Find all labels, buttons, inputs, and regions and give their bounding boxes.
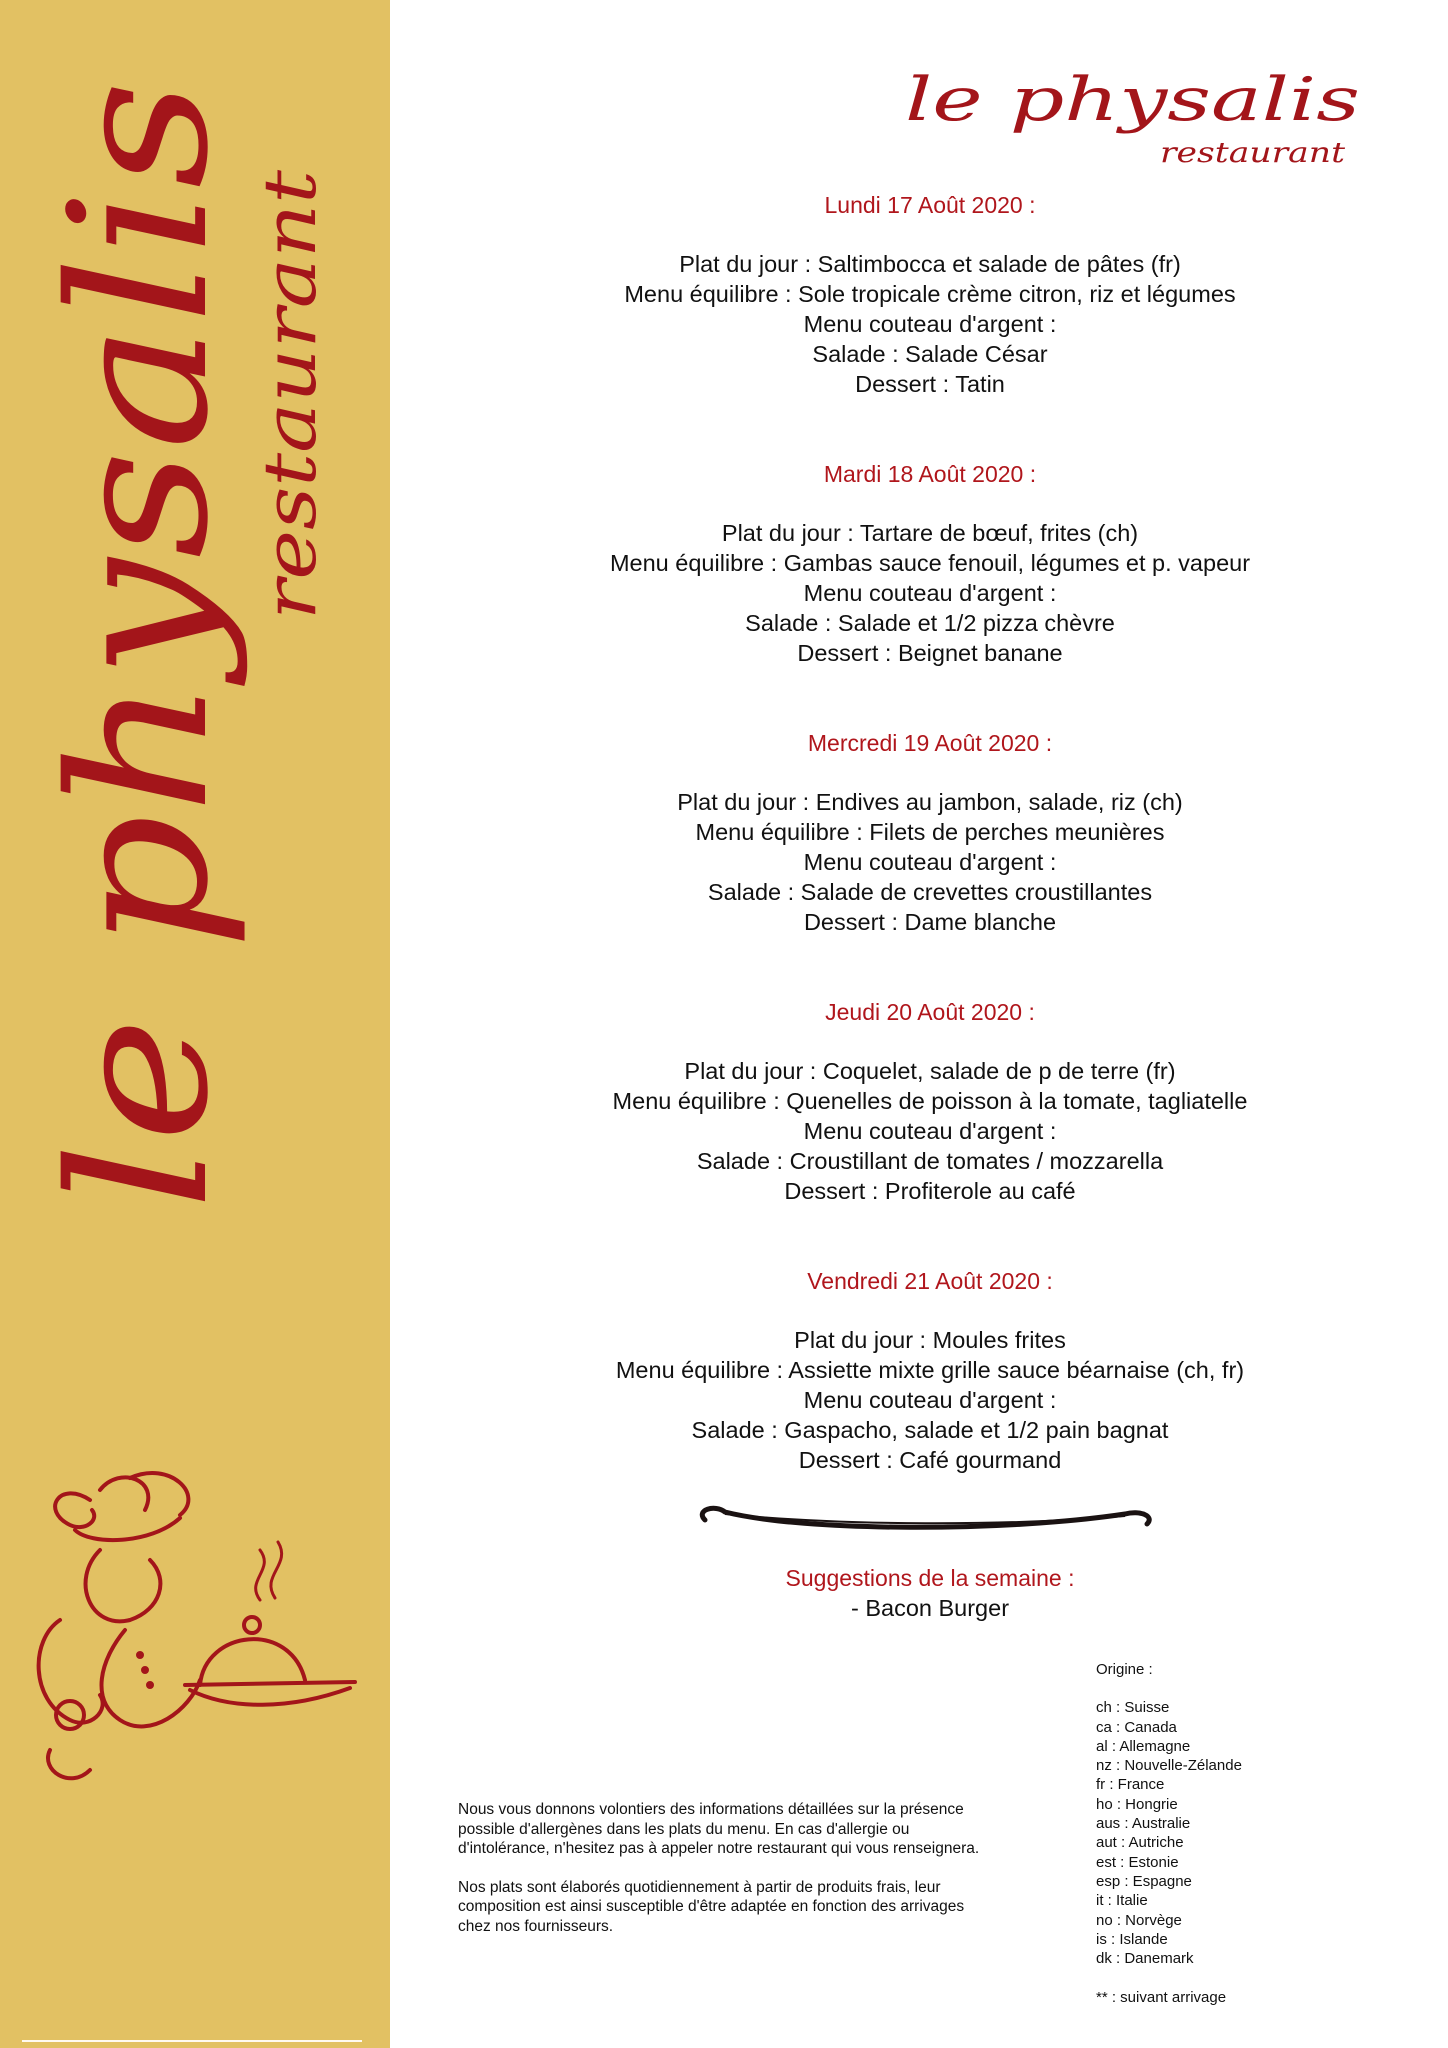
origin-title: Origine : <box>1096 1661 1153 1678</box>
dessert: Dessert : Café gourmand <box>798 1447 1062 1473</box>
origin-legend <box>1096 1660 1396 2008</box>
origin-item: is : Islande <box>1096 1930 1168 1948</box>
origin-item: est : Estonie <box>1096 1853 1179 1871</box>
suggestion-item: - Bacon Burger <box>850 1595 1010 1621</box>
menu-equilibre: Menu équilibre : Sole tropicale crème citron, riz et légumes <box>624 281 1236 307</box>
day-title: Lundi 17 Août 2020 : <box>824 192 1036 218</box>
vertical-logo <box>30 60 330 1240</box>
origin-item: it : Italie <box>1096 1892 1148 1910</box>
plat-du-jour: Plat du jour : Endives au jambon, salade, riz (ch) <box>677 789 1183 815</box>
day-title: Mercredi 19 Août 2020 : <box>807 730 1053 756</box>
fresh-products-note: Nos plats sont élaborés quotidiennement à partir de produits frais, leur composition est ainsi susceptible d'être adaptée en fonction des arrivages chez nos fournisseurs. <box>458 1878 965 1935</box>
origin-footnote: ** : suivant arrivage <box>1096 1989 1227 2007</box>
day-title: Vendredi 21 Août 2020 : <box>807 1268 1053 1294</box>
day-section <box>520 997 1340 1206</box>
menu-couteau-argent: Menu couteau d'argent : <box>803 849 1057 875</box>
dessert: Dessert : Tatin <box>855 371 1005 397</box>
menu-couteau-argent: Menu couteau d'argent : <box>803 580 1057 606</box>
origin-item: dk : Danemark <box>1096 1950 1194 1968</box>
menu-equilibre: Menu équilibre : Assiette mixte grille sauce béarnaise (ch, fr) <box>615 1357 1245 1383</box>
weekly-menu <box>520 190 1340 1475</box>
brand-tagline: restaurant <box>1160 136 1346 169</box>
day-section <box>520 1266 1340 1475</box>
salade: Salade : Gaspacho, salade et 1/2 pain bagnat <box>691 1417 1169 1443</box>
origin-item: al : Allemagne <box>1096 1737 1191 1755</box>
dessert: Dessert : Profiterole au café <box>784 1178 1076 1204</box>
suggestions-title: Suggestions de la semaine : <box>785 1565 1075 1591</box>
origin-item: ch : Suisse <box>1096 1699 1170 1717</box>
origin-item: aus : Australie <box>1096 1815 1191 1833</box>
suggestions <box>620 1563 1240 1623</box>
origin-item: esp : Espagne <box>1096 1872 1192 1890</box>
allergen-notes <box>458 1800 998 1955</box>
plat-du-jour: Plat du jour : Saltimbocca et salade de pâtes (fr) <box>679 251 1181 277</box>
menu-couteau-argent: Menu couteau d'argent : <box>803 1118 1057 1144</box>
menu-equilibre: Menu équilibre : Gambas sauce fenouil, légumes et p. vapeur <box>609 550 1251 576</box>
origin-item: aut : Autriche <box>1096 1834 1184 1852</box>
origin-item: ho : Hongrie <box>1096 1795 1178 1813</box>
sidebar-bottom-rule <box>22 2040 362 2042</box>
menu-couteau-argent: Menu couteau d'argent : <box>803 311 1057 337</box>
salade: Salade : Croustillant de tomates / mozzarella <box>696 1148 1164 1174</box>
swash-divider <box>685 1498 1165 1538</box>
origin-item: no : Norvège <box>1096 1911 1182 1929</box>
menu-equilibre: Menu équilibre : Filets de perches meunières <box>695 819 1165 845</box>
day-title: Jeudi 20 Août 2020 : <box>825 999 1035 1025</box>
origin-item: nz : Nouvelle-Zélande <box>1096 1757 1242 1775</box>
brand-name: le physalis <box>905 65 1360 135</box>
salade: Salade : Salade César <box>812 341 1048 367</box>
plat-du-jour: Plat du jour : Coquelet, salade de p de terre (fr) <box>684 1058 1176 1084</box>
dessert: Dessert : Dame blanche <box>803 909 1057 935</box>
salade: Salade : Salade et 1/2 pizza chèvre <box>745 610 1115 636</box>
origin-item: ca : Canada <box>1096 1718 1177 1736</box>
salade: Salade : Salade de crevettes croustillantes <box>707 879 1153 905</box>
plat-du-jour: Plat du jour : Tartare de bœuf, frites (ch) <box>721 520 1139 546</box>
plat-du-jour: Plat du jour : Moules frites <box>794 1327 1066 1353</box>
sidebar-band <box>0 0 390 2048</box>
menu-couteau-argent: Menu couteau d'argent : <box>803 1387 1057 1413</box>
day-title: Mardi 18 Août 2020 : <box>823 461 1037 487</box>
vertical-logo-name: le physalis <box>30 195 250 1210</box>
chef-illustration <box>30 1470 390 1800</box>
day-section <box>520 190 1340 399</box>
allergen-note: Nous vous donnons volontiers des informations détaillées sur la présence possible d'allergènes dans les plats du menu. En cas d'allergie ou d'intolérance, n'hesitez pas à appeler notre restaurant qui vous renseignera. <box>458 1801 980 1857</box>
dessert: Dessert : Beignet banane <box>797 640 1063 666</box>
vertical-logo-tagline: restaurant <box>248 235 330 620</box>
origin-item: fr : France <box>1096 1776 1165 1794</box>
brand-logo <box>900 60 1380 170</box>
day-section <box>520 459 1340 668</box>
menu-equilibre: Menu équilibre : Quenelles de poisson à la tomate, tagliatelle <box>612 1088 1248 1114</box>
day-section <box>520 728 1340 937</box>
